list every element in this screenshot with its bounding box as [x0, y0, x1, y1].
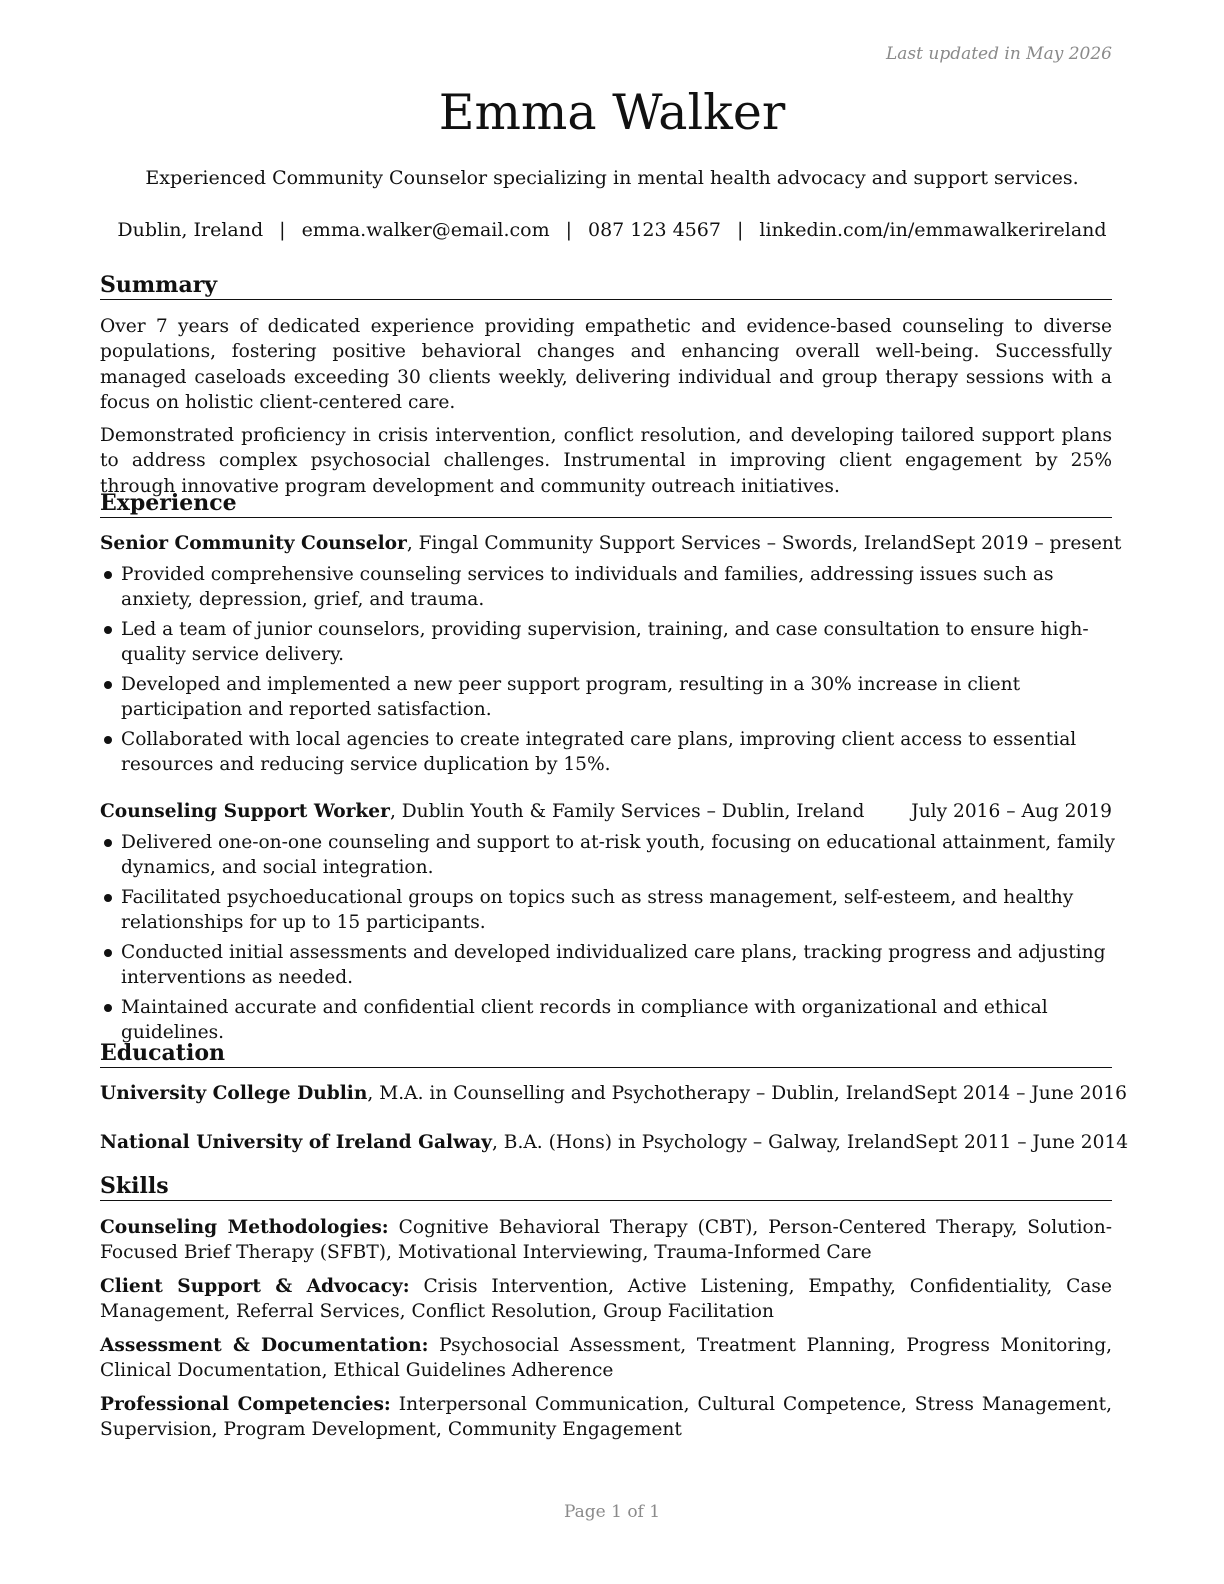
school-name: University College Dublin: [100, 1083, 368, 1104]
list-item: Conducted initial assessments and developed individualized care plans, tracking progress and adjusting interventions as needed.: [100, 940, 1117, 990]
list-item: Delivered one-on-one counseling and support to at-risk youth, focusing on educational attainment, family dynamics, and social integration.: [100, 830, 1117, 880]
job-organization: , Fingal Community Support Services – Swords, Ireland: [406, 533, 933, 554]
skill-label: Assessment & Documentation:: [100, 1335, 429, 1356]
summary-paragraph: Over 7 years of dedicated experience providing empathetic and evidence-based counseling to diverse populations, fostering positive behavioral changes and enhancing overall well-being. Successfully managed caseloads exceeding 30 clients weekly, delivering individual and group therapy sessions with a focus on holistic client-centered care.: [100, 316, 1112, 413]
section-title-skills: Skills: [100, 1174, 1112, 1201]
job-dates: July 2016 – Aug 2019: [911, 801, 1112, 822]
summary-paragraph: Demonstrated proficiency in crisis intervention, conflict resolution, and developing tailored support plans to address complex psychosocial challenges. Instrumental in improving client engagement by 25% through innovative program development and community outreach initiatives.: [100, 425, 1112, 497]
skill-label: Professional Competencies:: [100, 1394, 391, 1415]
list-item: Developed and implemented a new peer support program, resulting in a 30% increase in client participation and reported satisfaction.: [100, 672, 1117, 722]
skill-group: [100, 1215, 1112, 1266]
list-item: Facilitated psychoeducational groups on topics such as stress management, self-esteem, and healthy relationships for up to 15 participants.: [100, 885, 1117, 935]
degree-detail: , B.A. (Hons) in Psychology – Galway, Ireland: [491, 1132, 916, 1153]
contact-separator: |: [279, 219, 286, 241]
section-title-summary: Summary: [100, 273, 1112, 300]
contact-location: Dublin, Ireland: [117, 219, 264, 241]
education-entry: [100, 1083, 1127, 1104]
school-name: National University of Ireland Galway: [100, 1132, 492, 1153]
section-title-education: Education: [100, 1041, 1112, 1068]
job-dates: Sept 2019 – present: [932, 533, 1122, 554]
skill-label: Client Support & Advocacy:: [100, 1276, 410, 1297]
experience-entry-header: [100, 533, 1122, 554]
tagline: Experienced Community Counselor specializing in mental health advocacy and support services.: [145, 167, 1079, 189]
contact-email[interactable]: emma.walker@email.com: [301, 219, 550, 241]
education-entry: [100, 1132, 1129, 1153]
page-number: Page 1 of 1: [563, 1502, 661, 1522]
contact-phone[interactable]: 087 123 4567: [588, 219, 721, 241]
skill-list: Crisis Intervention, Active Listening, Empathy, Confidentiality, Case Management, Referral Services, Conflict Resolution, Group Facilitation: [100, 1276, 1112, 1323]
candidate-name: Emma Walker: [438, 84, 786, 141]
job-bullet-list: [100, 830, 1117, 1050]
list-item: Led a team of junior counselors, providing supervision, training, and case consultation to ensure high-quality service delivery.: [100, 617, 1117, 667]
contact-separator: |: [736, 219, 744, 241]
job-organization: , Dublin Youth & Family Services – Dublin, Ireland: [389, 801, 865, 822]
job-bullet-list: [100, 562, 1117, 782]
skill-list: Interpersonal Communication, Cultural Competence, Stress Management, Supervision, Program Development, Community Engagement: [100, 1394, 1112, 1441]
contact-separator: |: [565, 219, 572, 241]
contact-linkedin[interactable]: linkedin.com/in/emmawalkerireland: [759, 219, 1107, 241]
skill-group: [100, 1333, 1112, 1384]
section-title-experience: Experience: [100, 491, 1112, 518]
education-dates: Sept 2014 – June 2016: [913, 1083, 1127, 1104]
education-dates: Sept 2011 – June 2014: [915, 1132, 1129, 1153]
skill-label: Counseling Methodologies:: [100, 1217, 389, 1238]
skill-list: Psychosocial Assessment, Treatment Planning, Progress Monitoring, Clinical Documentation, Ethical Guidelines Adherence: [100, 1335, 1113, 1382]
skill-group: [100, 1274, 1112, 1325]
last-updated: Last updated in May 2026: [885, 44, 1112, 64]
experience-entry-header: [100, 801, 1112, 822]
job-title: Senior Community Counselor: [100, 533, 407, 554]
summary-block: [100, 314, 1112, 499]
list-item: Provided comprehensive counseling services to individuals and families, addressing issues such as anxiety, depression, grief, and trauma.: [100, 562, 1117, 612]
degree-detail: , M.A. in Counselling and Psychotherapy – Dublin, Ireland: [367, 1083, 914, 1104]
job-title: Counseling Support Worker: [100, 801, 390, 822]
list-item: Collaborated with local agencies to create integrated care plans, improving client access to essential resources and reducing service duplication by 15%.: [100, 727, 1117, 777]
skill-group: [100, 1392, 1112, 1443]
list-item: Maintained accurate and confidential client records in compliance with organizational and ethical guidelines.: [100, 995, 1117, 1045]
contact-line: [0, 219, 1224, 241]
skill-list: Cognitive Behavioral Therapy (CBT), Person-Centered Therapy, Solution-Focused Brief Therapy (SFBT), Motivational Interviewing, Trauma-Informed Care: [100, 1217, 1112, 1264]
